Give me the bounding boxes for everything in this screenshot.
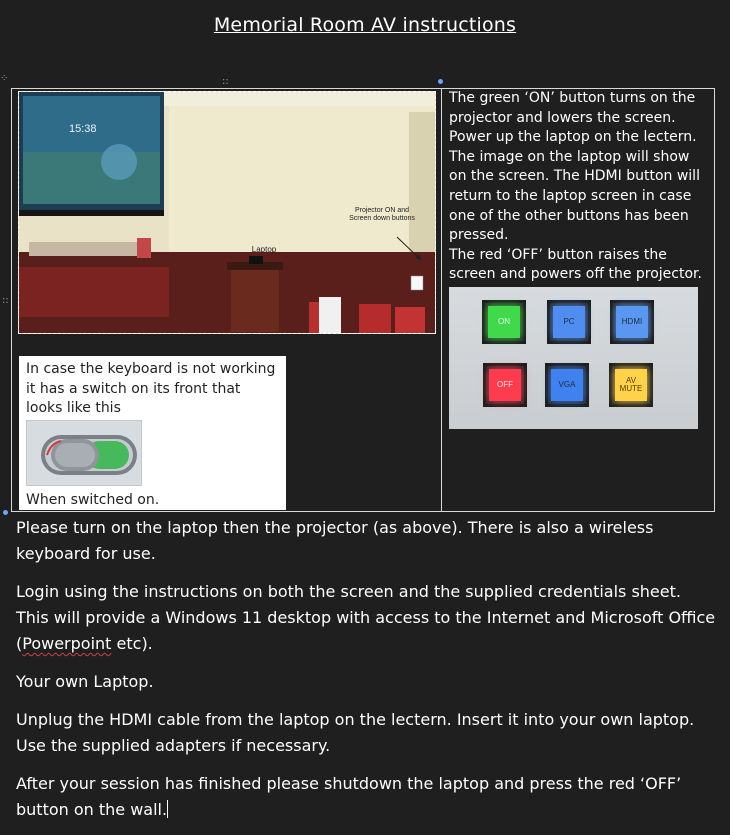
keyboard-note-caption: When switched on. xyxy=(26,491,160,508)
paragraph-login xyxy=(16,579,716,657)
selection-handle-left[interactable] xyxy=(3,510,8,515)
paragraph-own-laptop-heading: Your own Laptop. xyxy=(16,672,154,691)
room-photo[interactable] xyxy=(18,91,436,334)
screen-clock: 15:38 xyxy=(69,123,97,135)
panel-av-mute-button xyxy=(609,363,653,407)
panel-pc-button xyxy=(547,300,591,344)
panel-hdmi-label: HDMI xyxy=(616,306,648,338)
button-panel-photo[interactable] xyxy=(449,287,698,429)
table-column-divider xyxy=(441,88,442,512)
panel-vga-button xyxy=(545,363,589,407)
text-cursor xyxy=(167,800,168,818)
photo-label-laptop: Laptop xyxy=(251,245,277,254)
paragraph-turn-on: Please turn on the laptop then the projector (as above). There is also a wireless keyboard for use. xyxy=(16,518,654,563)
keyboard-note-text: In case the keyboard is not working it has a switch on its front that looks like this xyxy=(26,361,276,416)
panel-off-label: OFF xyxy=(489,369,521,401)
panel-on-button xyxy=(482,300,526,344)
document-body[interactable] xyxy=(16,515,716,835)
panel-av-mute-label: AV MUTE xyxy=(615,369,647,401)
move-handle-icon[interactable]: :: xyxy=(222,76,229,87)
paragraph-login-end: etc). xyxy=(111,634,153,653)
right-column-text xyxy=(449,89,711,285)
paragraph-shutdown-text: After your session has finished please shutdown the laptop and press the red ‘OFF’ button on the wall. xyxy=(16,774,682,819)
panel-vga-label: VGA xyxy=(551,369,583,401)
row-handle-icon[interactable]: :: xyxy=(2,295,9,306)
spelling-error-word[interactable]: Powerpoint xyxy=(22,634,112,653)
panel-off-button xyxy=(483,363,527,407)
paragraph-shutdown xyxy=(16,771,716,823)
off-button-instructions: The red ‘OFF’ button raises the screen and powers off the projector. xyxy=(449,246,702,283)
toggle-switch-icon xyxy=(27,421,141,485)
selection-handle-top[interactable] xyxy=(438,79,443,84)
photo-label-projector: Projector ON and Screen down buttons xyxy=(349,207,415,222)
keyboard-switch-image[interactable] xyxy=(26,420,142,486)
panel-on-label: ON xyxy=(488,306,520,338)
paragraph-login-text: Login using the instructions on both the screen and the supplied credentials sheet. This will provide a Windows 11 desktop with access to the Internet and Microsoft Office ( xyxy=(16,582,716,653)
document-title: Memorial Room AV instructions xyxy=(213,14,517,36)
panel-hdmi-button xyxy=(610,300,654,344)
paragraph-hdmi: Unplug the HDMI cable from the laptop on the lectern. Insert it into your own laptop. Use the supplied adapters if necessary. xyxy=(16,710,695,755)
panel-pc-label: PC xyxy=(553,306,585,338)
table-anchor-icon[interactable]: ⁘ xyxy=(0,73,9,84)
keyboard-note xyxy=(19,356,286,510)
on-button-instructions: The green ‘ON’ button turns on the projector and lowers the screen. Power up the laptop on the lectern. The image on the laptop will show on the screen. The HDMI button will return to the laptop screen in case one of the other buttons has been pressed. xyxy=(449,90,700,244)
